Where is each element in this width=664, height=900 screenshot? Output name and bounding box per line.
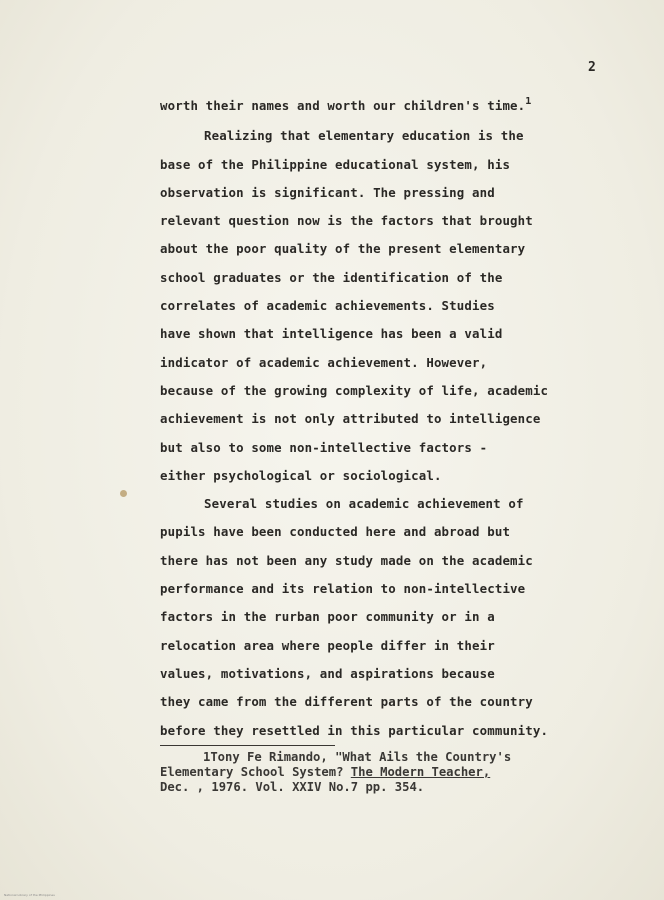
body-text — [160, 92, 630, 745]
body-line: have shown that intelligence has been a valid — [160, 326, 503, 342]
body-line: about the poor quality of the present elementary — [160, 241, 526, 257]
footnote-line: 1Tony Fe Rimando, "What Ails the Country's — [203, 750, 512, 764]
body-line: school graduates or the identification of the — [160, 269, 503, 285]
footnote-line: Dec. , 1976. Vol. XXIV No.7 pp. 354. — [160, 780, 425, 794]
footnote — [160, 750, 630, 795]
journal-title: The Modern Teacher, — [350, 765, 491, 779]
body-line: there has not been any study made on the academic — [160, 552, 533, 568]
footnote-rule — [160, 745, 335, 746]
body-line: Several studies on academic achievement of — [204, 496, 524, 512]
page-number: 2 — [588, 60, 596, 75]
body-line: Realizing that elementary education is the — [204, 128, 524, 144]
body-line: but also to some non-intellective factors - — [160, 439, 488, 455]
body-line: before they resettled in this particular community. — [160, 722, 549, 738]
body-line: because of the growing complexity of life, academic — [160, 382, 549, 398]
archive-note: National Library of the Philippines — [4, 893, 55, 897]
body-line: pupils have been conducted here and abroad but — [160, 524, 511, 540]
body-line: factors in the rurban poor community or in a — [160, 609, 495, 625]
body-line: observation is significant. The pressing and — [160, 184, 495, 200]
body-line: relocation area where people differ in their — [160, 637, 495, 653]
footnote-line: Elementary School System? The Modern Teacher, — [160, 765, 491, 779]
body-line: relevant question now is the factors that brought — [160, 213, 533, 229]
body-line: either psychological or sociological. — [160, 467, 442, 483]
body-line: achievement is not only attributed to intelligence — [160, 411, 541, 427]
footnote-marker: 1 — [525, 96, 532, 107]
paper-stain — [120, 490, 127, 497]
body-line: indicator of academic achievement. However, — [160, 354, 488, 370]
body-line: they came from the different parts of the country — [160, 694, 533, 710]
body-line: performance and its relation to non-intellective — [160, 581, 526, 597]
body-line: base of the Philippine educational system, his — [160, 156, 511, 172]
body-line: correlates of academic achievements. Studies — [160, 298, 495, 314]
body-line: values, motivations, and aspirations because — [160, 665, 495, 681]
body-line: worth their names and worth our children's time.$^1$ — [160, 96, 532, 113]
